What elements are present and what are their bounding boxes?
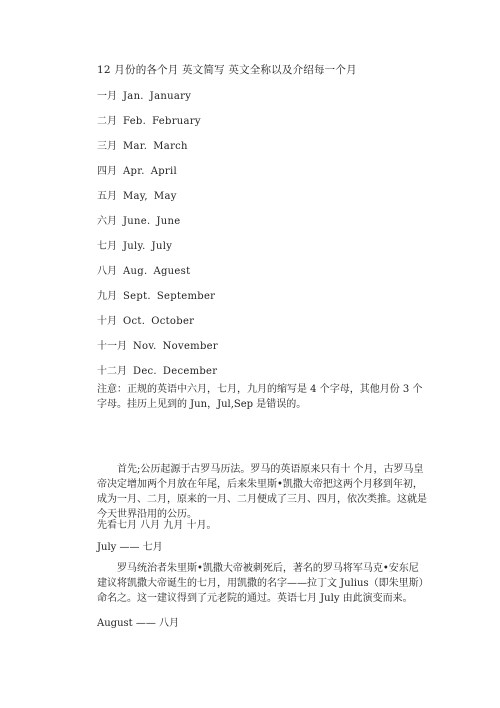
- month-abbreviation: Nov.: [133, 341, 157, 352]
- month-full-name: Aguest: [153, 266, 191, 277]
- origin-paragraph: 首先;公历起源于古罗马历法。罗马的英语原来只有十 个月，古罗马皇帝决定增加两个月放在年尾，后来朱里斯•凯撒大帝把这两个月移到年初，成为一月、二月，原来的一月、二月便成了三月、四月，依次类推。这就是今天世界沿用的公历。: [97, 464, 427, 520]
- month-full-name: April: [150, 166, 177, 177]
- month-abbreviation: Dec.: [133, 366, 157, 377]
- month-chinese: 三月: [97, 141, 117, 152]
- month-row: [97, 237, 172, 252]
- month-full-name: January: [149, 91, 192, 102]
- month-abbreviation: Apr.: [123, 166, 145, 177]
- month-chinese: 六月: [97, 216, 117, 227]
- month-chinese: 五月: [97, 191, 117, 202]
- month-abbreviation: July.: [123, 241, 146, 252]
- month-chinese: 四月: [97, 166, 117, 177]
- month-full-name: September: [156, 291, 216, 302]
- month-chinese: 十二月: [97, 366, 127, 377]
- month-row: [97, 137, 188, 152]
- month-row: [97, 187, 177, 202]
- month-full-name: July: [151, 241, 173, 252]
- month-row: [97, 112, 201, 127]
- month-full-name: February: [152, 116, 201, 127]
- month-abbreviation: June.: [123, 216, 151, 227]
- month-full-name: October: [151, 316, 195, 327]
- month-chinese: 一月: [97, 91, 117, 102]
- month-row: [97, 287, 215, 302]
- month-abbreviation: Aug.: [123, 266, 148, 277]
- month-chinese: 十月: [97, 316, 117, 327]
- note-paragraph: 注意：正规的英语中六月，七月，九月的缩写是 4 个字母，其他月份 3 个字母。挂历上见到的 Jun，Jul,Sep 是错误的。: [97, 384, 423, 410]
- month-full-name: December: [162, 366, 218, 377]
- month-full-name: November: [162, 341, 218, 352]
- month-abbreviation: May,: [123, 191, 148, 202]
- july-heading: July —— 七月: [97, 542, 163, 553]
- month-chinese: 二月: [97, 116, 117, 127]
- month-chinese: 十一月: [97, 341, 127, 352]
- month-full-name: March: [153, 141, 188, 152]
- month-chinese: 八月: [97, 266, 117, 277]
- document-title: 12 月份的各个月 英文简写 英文全称以及介绍每一个月: [97, 64, 357, 76]
- month-chinese: 七月: [97, 241, 117, 252]
- month-full-name: May: [153, 191, 177, 202]
- month-row: [97, 362, 217, 377]
- month-row: [97, 262, 190, 277]
- month-row: [97, 212, 181, 227]
- august-heading: August —— 八月: [97, 618, 180, 629]
- month-abbreviation: Mar.: [123, 141, 148, 152]
- month-row: [97, 87, 191, 102]
- month-row: [97, 312, 194, 327]
- month-abbreviation: Feb.: [123, 116, 147, 127]
- month-abbreviation: Jan.: [123, 91, 144, 102]
- look-first-line: 先看七月 八月 九月 十月。: [97, 520, 217, 531]
- month-chinese: 九月: [97, 291, 117, 302]
- month-full-name: June: [156, 216, 181, 227]
- july-paragraph: 罗马统治者朱里斯•凯撒大帝被刺死后，著名的罗马将军马克•安东尼建议将凯撒大帝诞生的七月，用凯撒的名字——拉丁文 Julius（即朱里斯）命名之。这一建议得到了元老院的通过。英语七月 July 由此演变而来。: [97, 563, 424, 604]
- month-row: [97, 162, 177, 177]
- month-abbreviation: Oct.: [123, 316, 146, 327]
- month-abbreviation: Sept.: [123, 291, 151, 302]
- month-row: [97, 337, 218, 352]
